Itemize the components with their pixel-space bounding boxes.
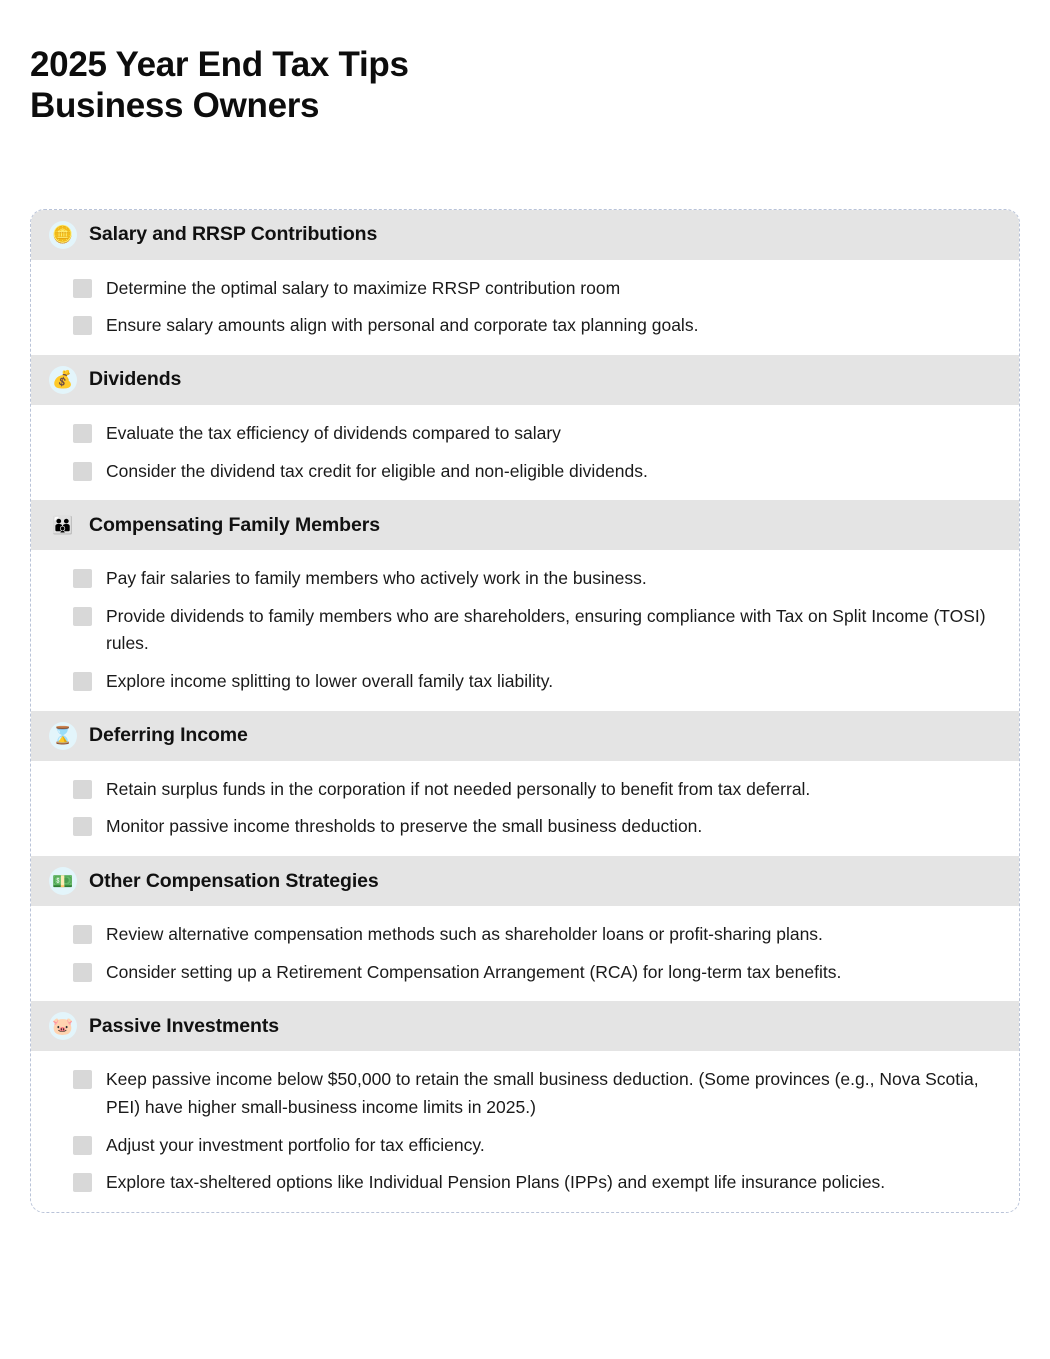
checkbox[interactable]	[73, 1136, 92, 1155]
checkbox[interactable]	[73, 1070, 92, 1089]
section-header	[31, 1001, 1019, 1051]
section-title: Salary and RRSP Contributions	[89, 223, 378, 246]
list-item[interactable]	[51, 307, 999, 345]
section-items	[31, 761, 1019, 856]
checkbox[interactable]	[73, 424, 92, 443]
section-compensating-family-members	[31, 500, 1019, 711]
list-item-label: Retain surplus funds in the corporation if not needed personally to benefit from tax deferral.	[106, 778, 811, 799]
section-header	[31, 711, 1019, 761]
checkbox[interactable]	[73, 925, 92, 944]
hourglass-icon: ⌛	[49, 722, 77, 750]
list-item[interactable]	[51, 1061, 999, 1126]
section-title: Passive Investments	[89, 1014, 279, 1037]
list-item-label: Explore income splitting to lower overall family tax liability.	[106, 671, 554, 692]
list-item-label: Pay fair salaries to family members who actively work in the business.	[106, 568, 647, 589]
section-header	[31, 500, 1019, 550]
list-item-label: Evaluate the tax efficiency of dividends compared to salary	[106, 422, 561, 443]
checkbox[interactable]	[73, 780, 92, 799]
checklist-card	[30, 209, 1020, 1213]
list-item-label: Monitor passive income thresholds to preserve the small business deduction.	[106, 816, 703, 837]
list-item[interactable]	[51, 560, 999, 598]
list-item-label: Explore tax-sheltered options like Individual Pension Plans (IPPs) and exempt life insurance policies.	[106, 1172, 886, 1193]
list-item-label: Consider the dividend tax credit for eligible and non-eligible dividends.	[106, 460, 648, 481]
checkbox[interactable]	[73, 963, 92, 982]
list-item-label: Consider setting up a Retirement Compensation Arrangement (RCA) for long-term tax benefits.	[106, 961, 842, 982]
list-item[interactable]	[51, 270, 999, 308]
list-item-label: Ensure salary amounts align with personal and corporate tax planning goals.	[106, 315, 699, 336]
banknote-icon: 💵	[49, 867, 77, 895]
section-header	[31, 210, 1019, 260]
list-item[interactable]	[51, 916, 999, 954]
checkbox[interactable]	[73, 817, 92, 836]
list-item[interactable]	[51, 808, 999, 846]
list-item[interactable]	[51, 453, 999, 491]
checkbox[interactable]	[73, 569, 92, 588]
section-title: Other Compensation Strategies	[89, 869, 379, 892]
list-item-label: Provide dividends to family members who are shareholders, ensuring compliance with Tax on Split Income (TOSI) rules.	[106, 605, 986, 654]
section-title: Deferring Income	[89, 724, 248, 747]
checkbox[interactable]	[73, 672, 92, 691]
checkbox[interactable]	[73, 1173, 92, 1192]
list-item-label: Determine the optimal salary to maximize RRSP contribution room	[106, 277, 621, 298]
coins-icon: 🪙	[49, 221, 77, 249]
list-item[interactable]	[51, 598, 999, 663]
section-salary-and-rrsp-contributions	[31, 210, 1019, 355]
checkbox[interactable]	[73, 462, 92, 481]
list-item-label: Adjust your investment portfolio for tax efficiency.	[106, 1134, 485, 1155]
checkbox[interactable]	[73, 316, 92, 335]
section-title: Dividends	[89, 368, 182, 391]
list-item[interactable]	[51, 1127, 999, 1165]
section-deferring-income	[31, 711, 1019, 856]
section-header	[31, 355, 1019, 405]
list-item[interactable]	[51, 954, 999, 992]
section-dividends	[31, 355, 1019, 500]
piggy-bank-icon: 🐷	[49, 1012, 77, 1040]
section-items	[31, 1051, 1019, 1212]
section-other-compensation-strategies	[31, 856, 1019, 1001]
checkbox[interactable]	[73, 607, 92, 626]
family-group-icon: 👪	[52, 515, 74, 535]
page-title	[30, 44, 1020, 127]
section-items	[31, 550, 1019, 711]
section-items	[31, 906, 1019, 1001]
page-title-line-2: Business Owners	[30, 86, 320, 126]
section-title: Compensating Family Members	[89, 513, 380, 536]
list-item[interactable]	[51, 663, 999, 701]
list-item[interactable]	[51, 771, 999, 809]
list-item-label: Review alternative compensation methods such as shareholder loans or profit-sharing plans.	[106, 924, 823, 944]
list-item[interactable]	[51, 1164, 999, 1202]
section-items	[31, 260, 1019, 355]
checkbox[interactable]	[73, 279, 92, 298]
money-bag-icon: 💰	[49, 366, 77, 394]
section-header	[31, 856, 1019, 906]
list-item-label: Keep passive income below $50,000 to retain the small business deduction. (Some provinces (e.g., Nova Scotia, PEI) have higher small-business income limits in 2025.)	[106, 1069, 979, 1117]
section-items	[31, 405, 1019, 500]
list-item[interactable]	[51, 415, 999, 453]
page-title-line-1: 2025 Year End Tax Tips	[30, 45, 409, 84]
section-passive-investments	[31, 1001, 1019, 1212]
